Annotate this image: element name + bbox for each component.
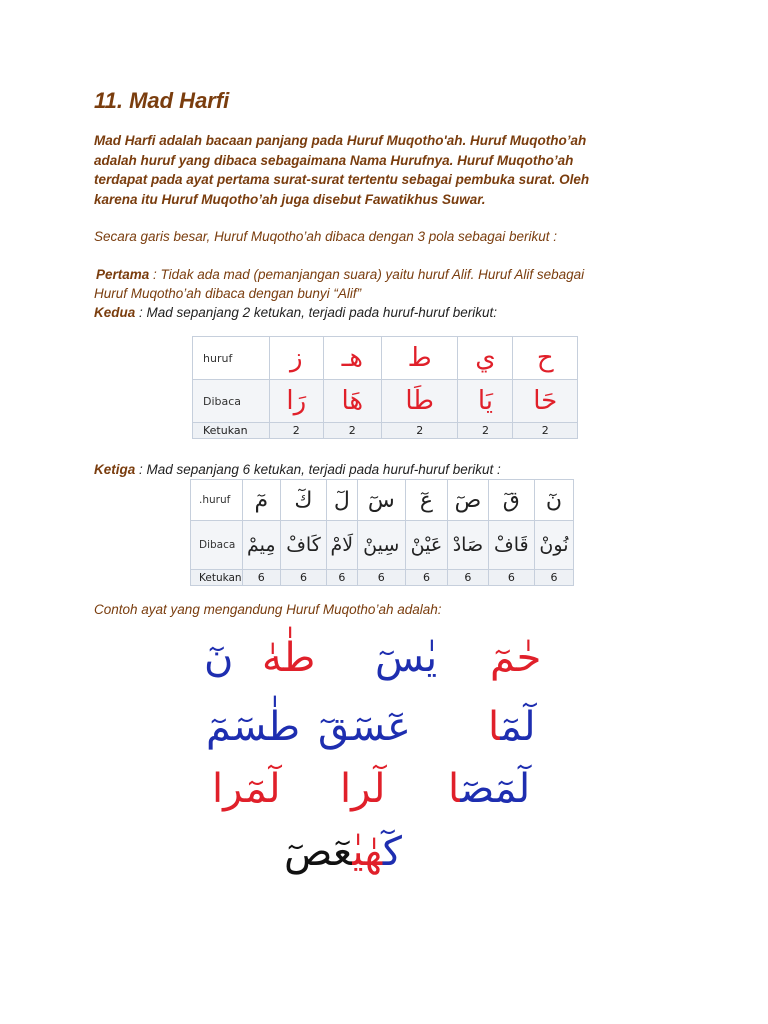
ketiga-table <box>190 479 574 586</box>
example-glyph: ا <box>212 766 224 812</box>
example-alif-lam-ra <box>340 765 385 813</box>
contoh-text: Contoh ayat yang mengandung Huruf Muqotho’ah adalah: <box>94 602 442 617</box>
pertama-label: Pertama <box>96 267 150 282</box>
kedua-text: : Mad sepanjang 2 ketukan, terjadi pada huruf-huruf berikut: <box>135 305 497 320</box>
ketukan-cell: 2 <box>323 423 381 439</box>
section-title: 11. Mad Harfi <box>94 88 230 113</box>
ketukan-cell: 6 <box>357 570 405 586</box>
letter-cell: سٓ <box>357 480 405 521</box>
row-label-ketukan: Ketukan <box>193 423 270 439</box>
example-glyph: لٓمٓر <box>223 766 281 812</box>
ketiga-label: Ketiga <box>94 462 136 477</box>
reading-cell: مِيمْ <box>242 521 280 570</box>
example-alif-lam-mim-ra <box>212 765 281 813</box>
ketukan-cell: 6 <box>280 570 326 586</box>
row-label-ketukan: Ketukan <box>191 570 243 586</box>
intro-line: karena itu Huruf Muqotho’ah juga disebut Fawatikhus Suwar. <box>94 191 486 207</box>
letter-cell: ز <box>270 337 324 380</box>
letter-cell: قٓ <box>488 480 534 521</box>
letter-cell: هـ <box>323 337 381 380</box>
ketukan-cell: 6 <box>327 570 358 586</box>
reading-cell: نُونْ <box>534 521 573 570</box>
pertama-line <box>96 267 584 282</box>
kedua-table <box>192 336 578 439</box>
reading-cell: سِينْ <box>357 521 405 570</box>
example-alif-lam-mim <box>488 703 536 751</box>
reading-cell: صَادْ <box>448 521 489 570</box>
ketukan-cell: 2 <box>458 423 513 439</box>
pertama-text-2: Huruf Muqotho’ah dibaca dengan bunyi “Alif” <box>94 286 362 301</box>
letter-cell: صٓ <box>448 480 489 521</box>
example-glyph: لٓمٓصٓ <box>460 766 531 812</box>
row-label-dibaca: Dibaca <box>193 380 270 423</box>
example-glyph: لٓمٓ <box>500 704 536 750</box>
example-glyph: يٰ <box>352 829 365 875</box>
letter-cell: مٓ <box>242 480 280 521</box>
example-glyph: ا <box>340 766 352 812</box>
row-label-huruf: huruf <box>193 337 270 380</box>
letter-cell: نٓ <box>534 480 573 521</box>
example-ain-sin-qaf <box>318 703 411 751</box>
intro-line: Mad Harfi adalah bacaan panjang pada Huruf Muqotho'ah. Huruf Muqotho’ah <box>94 133 587 148</box>
reading-cell: حَا <box>513 380 578 423</box>
letter-cell: ي <box>458 337 513 380</box>
example-ya-sin <box>375 634 437 682</box>
letter-cell: ح <box>513 337 578 380</box>
ketukan-cell: 6 <box>448 570 489 586</box>
ketukan-cell: 6 <box>242 570 280 586</box>
intro-line: terdapat pada ayat pertama surat-surat tertentu sebagai pembuka surat. Oleh <box>94 172 590 187</box>
reading-cell: لَامْ <box>327 521 358 570</box>
reading-cell: قَافْ <box>488 521 534 570</box>
reading-cell: عَيْنْ <box>405 521 447 570</box>
ketiga-text: : Mad sepanjang 6 ketukan, terjadi pada huruf-huruf berikut : <box>135 462 501 477</box>
letter-cell: عٓ <box>405 480 447 521</box>
reading-cell: طَا <box>381 380 457 423</box>
example-glyph: نٓ <box>204 635 234 681</box>
example-tha-sin-mim <box>206 703 300 751</box>
example-glyph: يٰسٓ <box>375 635 438 681</box>
pertama-text: : Tidak ada mad (pemanjangan suara) yaitu huruf Alif. Huruf Alif sebagai <box>149 267 585 282</box>
example-glyph: حٰمٓ <box>490 635 542 681</box>
example-glyph: عٓصٓ <box>284 829 353 875</box>
ketukan-cell: 6 <box>488 570 534 586</box>
reading-cell: هَا <box>323 380 381 423</box>
letter-cell: كٓ <box>280 480 326 521</box>
letter-cell: ط <box>381 337 457 380</box>
example-glyph: ا <box>448 766 461 812</box>
row-label-huruf: .huruf <box>191 480 243 521</box>
reading-cell: كَافْ <box>280 521 326 570</box>
example-ha-mim <box>490 634 541 682</box>
ketukan-cell: 2 <box>513 423 578 439</box>
ketukan-cell: 2 <box>381 423 457 439</box>
ketukan-cell: 2 <box>270 423 324 439</box>
intro-paragraph <box>94 131 674 209</box>
example-glyph: طٰسٓمٓ <box>206 704 301 750</box>
example-glyph: كٓ <box>382 829 402 875</box>
reading-cell: رَا <box>270 380 324 423</box>
reading-cell: يَا <box>458 380 513 423</box>
ketiga-line <box>94 462 501 477</box>
row-label-dibaca: Dibaca <box>191 521 243 570</box>
example-glyph: ا <box>488 704 501 750</box>
ketukan-cell: 6 <box>405 570 447 586</box>
example-alif-lam-mim-shad <box>448 765 530 813</box>
ketukan-cell: 6 <box>534 570 573 586</box>
example-glyph: طٰهٰ <box>262 635 316 681</box>
letter-cell: لٓ <box>327 480 358 521</box>
kedua-line <box>94 305 497 320</box>
pola-text: Secara garis besar, Huruf Muqotho’ah dibaca dengan 3 pola sebagai berikut : <box>94 229 558 244</box>
example-glyph: هٰ <box>364 829 383 875</box>
example-kaf-ha-ya-ain-shad <box>284 828 402 876</box>
example-glyph: لٓر <box>351 766 386 812</box>
kedua-label: Kedua <box>94 305 136 320</box>
example-tha-ha <box>262 634 315 682</box>
example-nun <box>204 634 233 682</box>
intro-line: adalah huruf yang dibaca sebagaimana Nama Hurufnya. Huruf Muqotho’ah <box>94 152 574 168</box>
example-glyph: عٓسٓقٓ <box>318 704 411 750</box>
